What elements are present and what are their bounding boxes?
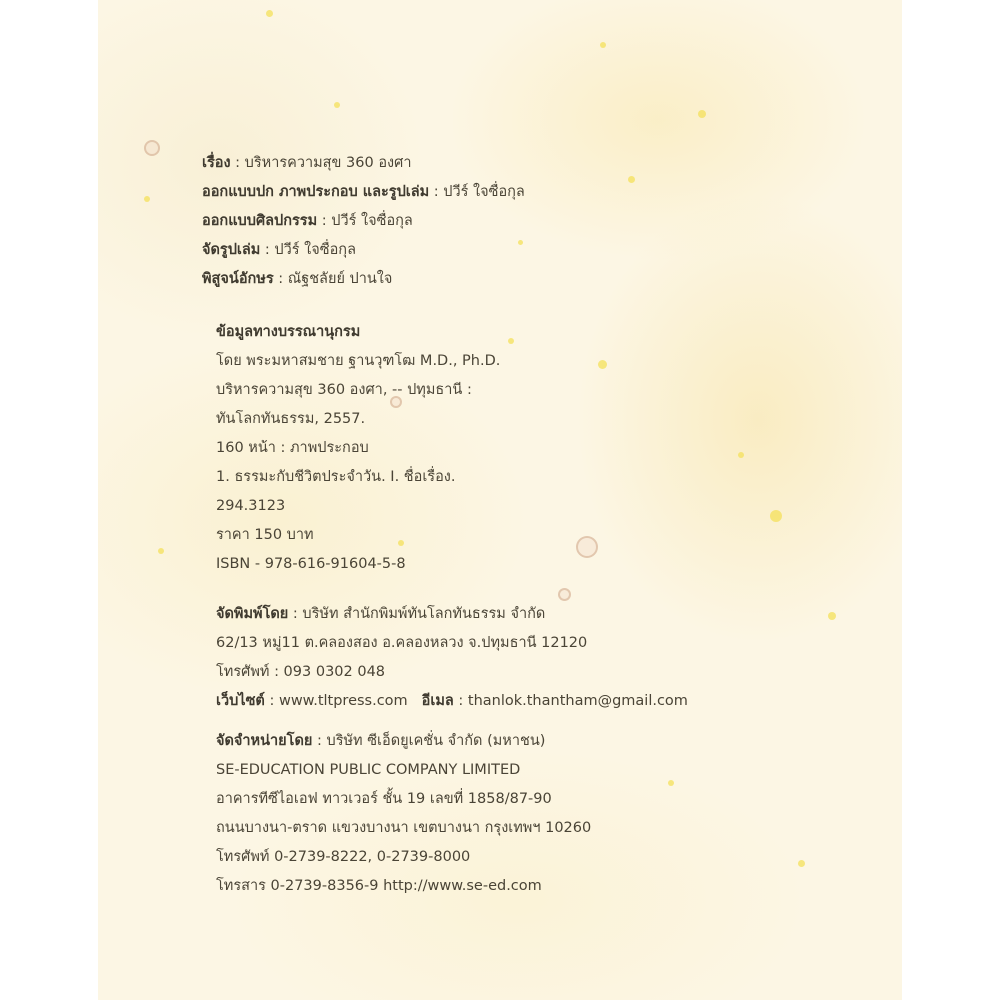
credits-block (202, 149, 525, 294)
publisher-line: จัดพิมพ์โดย : บริษัท สำนักพิมพ์ทันโลกทันธรรม จำกัด (216, 606, 546, 622)
distributor-detail: ถนนบางนา-ตราด แขวงบางนา เขตบางนา กรุงเทพฯ 10260 (216, 820, 592, 836)
publisher-address: 62/13 หมู่11 ต.คลองสอง อ.คลองหลวง จ.ปทุมธานี 12120 (216, 635, 588, 651)
publisher-block (216, 600, 688, 716)
catalog-line: ราคา 150 บาท (216, 527, 314, 543)
paint-speck (598, 360, 607, 369)
distributor-detail: โทรศัพท์ 0-2739-8222, 0-2739-8000 (216, 849, 471, 865)
distributor-detail: โทรสาร 0-2739-8356-9 http://www.se-ed.com (216, 878, 542, 894)
catalog-line: 160 หน้า : ภาพประกอบ (216, 440, 369, 456)
credit-art-design: ออกแบบศิลปกรรม : ปวีร์ ใจซื่อกุล (202, 213, 413, 229)
paint-speck (600, 42, 606, 48)
credit-layout: จัดรูปเล่ม : ปวีร์ ใจซื่อกุล (202, 242, 356, 258)
distributor-line: จัดจำหน่ายโดย : บริษัท ซีเอ็ดยูเคชั่น จำกัด (มหาชน) (216, 733, 546, 749)
distributor-detail: อาคารทีซีไอเอฟ ทาวเวอร์ ชั้น 19 เลขที่ 1858/87-90 (216, 791, 552, 807)
isbn-line: ISBN - 978-616-91604-5-8 (216, 556, 406, 572)
paint-speck (738, 452, 744, 458)
paint-speck (770, 510, 782, 522)
catalog-line: 294.3123 (216, 498, 286, 514)
catalog-line: บริหารความสุข 360 องศา, -- ปทุมธานี : (216, 382, 472, 398)
catalog-line: โดย พระมหาสมชาย ฐานวุฑโฒ M.D., Ph.D. (216, 353, 501, 369)
paint-speck (668, 780, 674, 786)
paint-speck (628, 176, 635, 183)
catalog-line: 1. ธรรมะกับชีวิตประจำวัน. I. ชื่อเรื่อง. (216, 469, 456, 485)
paint-speck (266, 10, 273, 17)
catalog-block (216, 318, 500, 579)
paint-stain (144, 140, 160, 156)
credit-title: เรื่อง : บริหารความสุข 360 องศา (202, 155, 412, 171)
paint-speck (828, 612, 836, 620)
catalog-line: ทันโลกทันธรรม, 2557. (216, 411, 366, 427)
paint-speck (334, 102, 340, 108)
distributor-block (216, 727, 591, 901)
website-link[interactable]: : www.tltpress.com (264, 693, 408, 709)
paint-speck (144, 196, 150, 202)
publisher-contact: เว็บไซต์ : www.tltpress.com อีเมล : thanlok.thantham@gmail.com (216, 693, 688, 709)
distributor-detail: SE-EDUCATION PUBLIC COMPANY LIMITED (216, 762, 521, 778)
credit-proofreader: พิสูจน์อักษร : ณัฐชลัยย์ ปานใจ (202, 271, 393, 287)
book-copyright-page (98, 0, 902, 1000)
credit-cover-design: ออกแบบปก ภาพประกอบ และรูปเล่ม : ปวีร์ ใจซื่อกุล (202, 184, 525, 200)
email-link[interactable]: : thanlok.thantham@gmail.com (453, 693, 688, 709)
paint-speck (698, 110, 706, 118)
paint-speck (158, 548, 164, 554)
paint-speck (798, 860, 805, 867)
paint-speck (508, 338, 514, 344)
catalog-heading: ข้อมูลทางบรรณานุกรม (216, 324, 361, 340)
paint-stain (576, 536, 598, 558)
publisher-phone: โทรศัพท์ : 093 0302 048 (216, 664, 386, 680)
